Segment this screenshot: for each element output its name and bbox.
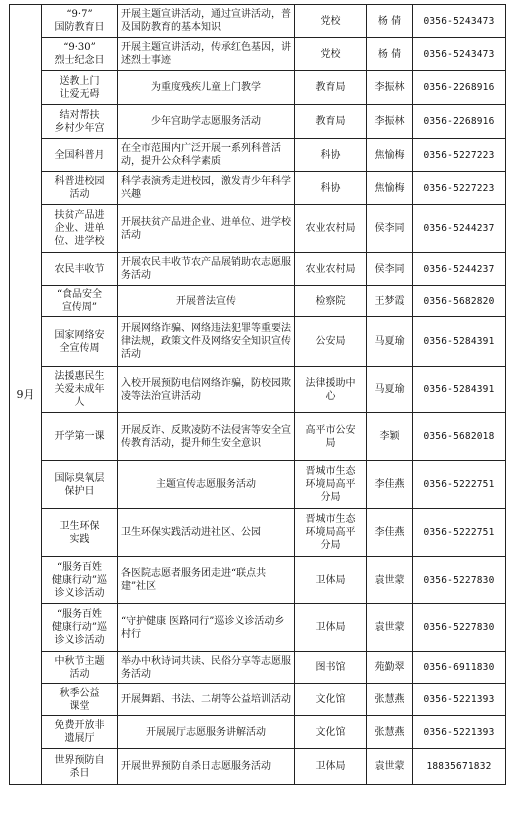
table-row	[10, 105, 506, 139]
activity-content-cell: 开展舞蹈、书法、二胡等公益培训活动	[118, 684, 295, 716]
activity-name-cell: 科普进校园 活动	[42, 172, 118, 205]
activity-name-cell: 扶贫产品进 企业、进单 位、进学校	[42, 205, 118, 253]
table-row	[10, 716, 506, 749]
activity-name-cell: “服务百姓 健康行动”巡 诊义诊活动	[42, 604, 118, 652]
table-row	[10, 139, 506, 172]
organizer-cell: 高平市公安 局	[295, 413, 367, 461]
activity-name-cell: 中秋节主题 活动	[42, 652, 118, 684]
activity-name-cell: 国家网络安 全宣传周	[42, 317, 118, 367]
table-row	[10, 461, 506, 509]
activity-content-cell: 开展网络诈骗、网络违法犯罪等重要法律法规，政策文件及网络安全知识宣传活动	[118, 317, 295, 367]
phone-cell: 0356-5243473	[413, 38, 506, 71]
activity-name-cell: 卫生环保 实践	[42, 509, 118, 557]
activity-content-cell: 少年宫助学志愿服务活动	[118, 105, 295, 139]
schedule-table	[9, 4, 506, 785]
activity-name-cell: “9·30” 烈士纪念日	[42, 38, 118, 71]
phone-cell: 0356-5227223	[413, 139, 506, 172]
activity-name-cell: 法援惠民生 关爱未成年 人	[42, 367, 118, 413]
table-row	[10, 413, 506, 461]
contact-person-cell: 杨 倩	[367, 5, 413, 38]
contact-person-cell: 王梦霞	[367, 286, 413, 317]
schedule-body	[10, 5, 506, 785]
organizer-cell: 卫体局	[295, 557, 367, 604]
contact-person-cell: 袁世蒙	[367, 604, 413, 652]
organizer-cell: 农业农村局	[295, 253, 367, 286]
activity-name-cell: 秋季公益 课堂	[42, 684, 118, 716]
activity-name-cell: “9·7” 国防教育日	[42, 5, 118, 38]
activity-content-cell: 入校开展预防电信网络诈骗，防校园欺凌等法治宣讲活动	[118, 367, 295, 413]
organizer-cell: 科协	[295, 172, 367, 205]
table-row	[10, 684, 506, 716]
contact-person-cell: 李颖	[367, 413, 413, 461]
contact-person-cell: 焦愉梅	[367, 139, 413, 172]
activity-name-cell: 结对帮扶 乡村少年宫	[42, 105, 118, 139]
organizer-cell: 科协	[295, 139, 367, 172]
phone-cell: 0356-5222751	[413, 509, 506, 557]
phone-cell: 0356-5682820	[413, 286, 506, 317]
phone-cell: 0356-6911830	[413, 652, 506, 684]
activity-content-cell: 开展扶贫产品进企业、进单位、进学校活动	[118, 205, 295, 253]
activity-content-cell: 开展主题宣讲活动，通过宣讲活动，普及国防教育的基本知识	[118, 5, 295, 38]
table-row	[10, 604, 506, 652]
activity-content-cell: 为重度残疾儿童上门教学	[118, 71, 295, 105]
organizer-cell: 检察院	[295, 286, 367, 317]
activity-content-cell: “守护健康 医路同行”巡诊义诊活动乡村行	[118, 604, 295, 652]
phone-cell: 0356-5682018	[413, 413, 506, 461]
organizer-cell: 党校	[295, 5, 367, 38]
contact-person-cell: 张慧燕	[367, 716, 413, 749]
activity-name-cell: 全国科普月	[42, 139, 118, 172]
phone-cell: 0356-5227223	[413, 172, 506, 205]
organizer-cell: 晋城市生态 环境局高平 分局	[295, 461, 367, 509]
phone-cell: 0356-5284391	[413, 317, 506, 367]
table-row	[10, 253, 506, 286]
phone-cell: 0356-5221393	[413, 716, 506, 749]
activity-content-cell: 开展展厅志愿服务讲解活动	[118, 716, 295, 749]
activity-name-cell: 开学第一课	[42, 413, 118, 461]
contact-person-cell: 李振林	[367, 105, 413, 139]
activity-name-cell: “服务百姓 健康行动”巡 诊义诊活动	[42, 557, 118, 604]
organizer-cell: 晋城市生态 环境局高平 分局	[295, 509, 367, 557]
contact-person-cell: 李振林	[367, 71, 413, 105]
contact-person-cell: 侯李同	[367, 253, 413, 286]
contact-person-cell: 马夏瑜	[367, 367, 413, 413]
activity-name-cell: “食品安全 宣传周”	[42, 286, 118, 317]
organizer-cell: 卫体局	[295, 749, 367, 785]
contact-person-cell: 侯李同	[367, 205, 413, 253]
table-row	[10, 172, 506, 205]
table-row	[10, 557, 506, 604]
organizer-cell: 卫体局	[295, 604, 367, 652]
organizer-cell: 法律援助中 心	[295, 367, 367, 413]
activity-content-cell: 在全市范围内广泛开展一系列科普活动，提升公众科学素质	[118, 139, 295, 172]
contact-person-cell: 李佳燕	[367, 509, 413, 557]
table-row	[10, 71, 506, 105]
phone-cell: 0356-5222751	[413, 461, 506, 509]
table-row	[10, 38, 506, 71]
phone-cell: 0356-5244237	[413, 205, 506, 253]
contact-person-cell: 张慧燕	[367, 684, 413, 716]
month-cell: 9月	[10, 5, 42, 785]
activity-name-cell: 免费开放非 遗展厅	[42, 716, 118, 749]
contact-person-cell: 马夏瑜	[367, 317, 413, 367]
phone-cell: 0356-2268916	[413, 71, 506, 105]
contact-person-cell: 杨 倩	[367, 38, 413, 71]
organizer-cell: 教育局	[295, 71, 367, 105]
organizer-cell: 图书馆	[295, 652, 367, 684]
activity-content-cell: 开展主题宣讲活动，传承红色基因，讲述烈士事迹	[118, 38, 295, 71]
activity-content-cell: 开展反诈、反欺凌防不法侵害等安全宣传教育活动，提升师生安全意识	[118, 413, 295, 461]
table-row	[10, 286, 506, 317]
activity-content-cell: 科学表演秀走进校园，激发青少年科学兴趣	[118, 172, 295, 205]
contact-person-cell: 焦愉梅	[367, 172, 413, 205]
phone-cell: 0356-2268916	[413, 105, 506, 139]
contact-person-cell: 苑勤翠	[367, 652, 413, 684]
contact-person-cell: 袁世蒙	[367, 749, 413, 785]
activity-content-cell: 主题宣传志愿服务活动	[118, 461, 295, 509]
table-row	[10, 205, 506, 253]
activity-content-cell: 开展普法宣传	[118, 286, 295, 317]
contact-person-cell: 袁世蒙	[367, 557, 413, 604]
activity-name-cell: 农民丰收节	[42, 253, 118, 286]
table-row	[10, 5, 506, 38]
organizer-cell: 教育局	[295, 105, 367, 139]
activity-content-cell: 各医院志愿者服务团走进“联点共建”社区	[118, 557, 295, 604]
activity-name-cell: 世界预防自 杀日	[42, 749, 118, 785]
phone-cell: 0356-5284391	[413, 367, 506, 413]
table-row	[10, 317, 506, 367]
organizer-cell: 文化馆	[295, 716, 367, 749]
phone-cell: 0356-5227830	[413, 557, 506, 604]
table-row	[10, 749, 506, 785]
phone-cell: 0356-5244237	[413, 253, 506, 286]
activity-content-cell: 卫生环保实践活动进社区、公园	[118, 509, 295, 557]
phone-cell: 18835671832	[413, 749, 506, 785]
activity-content-cell: 开展世界预防自杀日志愿服务活动	[118, 749, 295, 785]
phone-cell: 0356-5221393	[413, 684, 506, 716]
table-row	[10, 367, 506, 413]
table-row	[10, 509, 506, 557]
phone-cell: 0356-5227830	[413, 604, 506, 652]
activity-content-cell: 举办中秋诗词共读、民俗分享等志愿服务活动	[118, 652, 295, 684]
activity-content-cell: 开展农民丰收节农产品展销助农志愿服务活动	[118, 253, 295, 286]
activity-name-cell: 送教上门 让爱无碍	[42, 71, 118, 105]
activity-name-cell: 国际臭氧层 保护日	[42, 461, 118, 509]
organizer-cell: 文化馆	[295, 684, 367, 716]
organizer-cell: 农业农村局	[295, 205, 367, 253]
organizer-cell: 党校	[295, 38, 367, 71]
phone-cell: 0356-5243473	[413, 5, 506, 38]
table-row	[10, 652, 506, 684]
contact-person-cell: 李佳燕	[367, 461, 413, 509]
organizer-cell: 公安局	[295, 317, 367, 367]
